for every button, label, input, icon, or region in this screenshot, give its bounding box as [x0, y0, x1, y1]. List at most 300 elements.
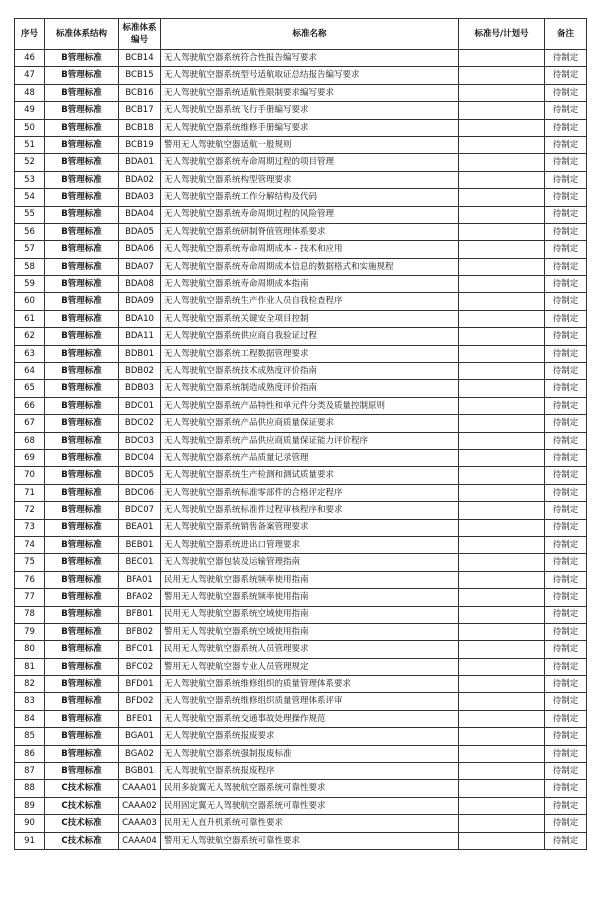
cell-seq: 47	[15, 67, 45, 84]
cell-seq: 73	[15, 519, 45, 536]
cell-name: 无人驾驶航空器系统产品供应商质量保证能力评价程序	[161, 432, 459, 449]
table-row	[15, 102, 587, 119]
cell-std-no	[459, 484, 545, 501]
header-seq: 序号	[15, 19, 45, 50]
cell-name: 无人驾驶航空器系统供应商自我验证过程	[161, 328, 459, 345]
cell-seq: 62	[15, 328, 45, 345]
cell-structure: B管理标准	[45, 223, 119, 240]
cell-code: BFB02	[119, 623, 161, 640]
cell-structure: B管理标准	[45, 693, 119, 710]
cell-structure: B管理标准	[45, 484, 119, 501]
cell-structure: B管理标准	[45, 502, 119, 519]
cell-structure: B管理标准	[45, 728, 119, 745]
cell-name: 无人驾驶航空器系统产品特性和单元件分类及质量控制原则	[161, 397, 459, 414]
cell-name: 无人驾驶航空器系统寿命周期过程的项目管理	[161, 154, 459, 171]
cell-code: BGA02	[119, 745, 161, 762]
cell-code: BFB01	[119, 606, 161, 623]
cell-remark: 待制定	[545, 467, 587, 484]
cell-std-no	[459, 119, 545, 136]
cell-remark: 待制定	[545, 258, 587, 275]
table-row	[15, 119, 587, 136]
cell-structure: B管理标准	[45, 136, 119, 153]
cell-std-no	[459, 363, 545, 380]
cell-remark: 待制定	[545, 710, 587, 727]
cell-code: BEA01	[119, 519, 161, 536]
cell-remark: 待制定	[545, 310, 587, 327]
cell-code: BDB03	[119, 380, 161, 397]
cell-code: BDA11	[119, 328, 161, 345]
cell-structure: B管理标准	[45, 84, 119, 101]
table-row	[15, 745, 587, 762]
cell-code: BDA10	[119, 310, 161, 327]
cell-seq: 80	[15, 641, 45, 658]
cell-remark: 待制定	[545, 102, 587, 119]
cell-seq: 90	[15, 815, 45, 832]
cell-std-no	[459, 693, 545, 710]
table-row	[15, 467, 587, 484]
cell-structure: B管理标准	[45, 363, 119, 380]
table-row	[15, 623, 587, 640]
cell-code: BDC04	[119, 449, 161, 466]
table-row	[15, 206, 587, 223]
cell-std-no	[459, 154, 545, 171]
cell-seq: 84	[15, 710, 45, 727]
cell-name: 无人驾驶航空器系统工程数据管理要求	[161, 345, 459, 362]
cell-seq: 49	[15, 102, 45, 119]
cell-remark: 待制定	[545, 136, 587, 153]
cell-remark: 待制定	[545, 293, 587, 310]
cell-structure: B管理标准	[45, 467, 119, 484]
cell-remark: 待制定	[545, 363, 587, 380]
cell-remark: 待制定	[545, 728, 587, 745]
table-row	[15, 815, 587, 832]
cell-remark: 待制定	[545, 171, 587, 188]
cell-remark: 待制定	[545, 641, 587, 658]
cell-std-no	[459, 380, 545, 397]
cell-structure: B管理标准	[45, 397, 119, 414]
cell-structure: B管理标准	[45, 102, 119, 119]
cell-structure: B管理标准	[45, 745, 119, 762]
cell-remark: 待制定	[545, 154, 587, 171]
cell-std-no	[459, 345, 545, 362]
cell-std-no	[459, 710, 545, 727]
cell-name: 无人驾驶航空器系统产品供应商质量保证要求	[161, 415, 459, 432]
table-row	[15, 797, 587, 814]
cell-code: CAAA04	[119, 832, 161, 849]
cell-remark: 待制定	[545, 432, 587, 449]
cell-name: 无人驾驶航空器系统技术成熟度评价指南	[161, 363, 459, 380]
cell-name: 无人驾驶航空器系统制造成熟度评价指南	[161, 380, 459, 397]
cell-seq: 78	[15, 606, 45, 623]
table-header-row	[15, 19, 587, 50]
cell-seq: 88	[15, 780, 45, 797]
cell-name: 无人驾驶航空器系统寿命周期成本指南	[161, 276, 459, 293]
table-row	[15, 67, 587, 84]
cell-name: 无人驾驶航空器系统生产检测和测试质量要求	[161, 467, 459, 484]
table-row	[15, 223, 587, 240]
cell-remark: 待制定	[545, 519, 587, 536]
cell-code: CAAA02	[119, 797, 161, 814]
cell-remark: 待制定	[545, 484, 587, 501]
cell-structure: B管理标准	[45, 606, 119, 623]
table-body	[15, 50, 587, 850]
cell-code: BCB18	[119, 119, 161, 136]
cell-structure: B管理标准	[45, 432, 119, 449]
cell-name: 警用无人驾驶航空器系统空域使用指南	[161, 623, 459, 640]
cell-structure: B管理标准	[45, 536, 119, 553]
cell-name: 民用固定翼无人驾驶航空器系统可靠性要求	[161, 797, 459, 814]
cell-std-no	[459, 554, 545, 571]
cell-remark: 待制定	[545, 415, 587, 432]
cell-remark: 待制定	[545, 276, 587, 293]
cell-structure: B管理标准	[45, 710, 119, 727]
cell-structure: B管理标准	[45, 554, 119, 571]
header-std-no: 标准号/计划号	[459, 19, 545, 50]
cell-name: 无人驾驶航空器系统维修手册编写要求	[161, 119, 459, 136]
cell-seq: 50	[15, 119, 45, 136]
cell-std-no	[459, 223, 545, 240]
table-row	[15, 345, 587, 362]
cell-remark: 待制定	[545, 223, 587, 240]
cell-remark: 待制定	[545, 797, 587, 814]
cell-code: BDB01	[119, 345, 161, 362]
cell-std-no	[459, 258, 545, 275]
header-code: 标准体系编号	[119, 19, 161, 50]
table-row	[15, 432, 587, 449]
cell-code: BFC02	[119, 658, 161, 675]
cell-seq: 63	[15, 345, 45, 362]
cell-structure: B管理标准	[45, 589, 119, 606]
cell-code: BDC06	[119, 484, 161, 501]
cell-name: 无人驾驶航空器系统型号适航取证总结报告编写要求	[161, 67, 459, 84]
cell-std-no	[459, 641, 545, 658]
cell-std-no	[459, 815, 545, 832]
cell-std-no	[459, 623, 545, 640]
table-row	[15, 449, 587, 466]
cell-structure: B管理标准	[45, 571, 119, 588]
table-row	[15, 276, 587, 293]
cell-remark: 待制定	[545, 606, 587, 623]
cell-name: 无人驾驶航空器系统符合性报告编写要求	[161, 50, 459, 67]
cell-structure: B管理标准	[45, 258, 119, 275]
cell-remark: 待制定	[545, 658, 587, 675]
table-row	[15, 589, 587, 606]
cell-structure: B管理标准	[45, 241, 119, 258]
table-row	[15, 780, 587, 797]
table-row	[15, 728, 587, 745]
cell-seq: 48	[15, 84, 45, 101]
cell-seq: 46	[15, 50, 45, 67]
header-remark: 备注	[545, 19, 587, 50]
cell-structure: C技术标准	[45, 815, 119, 832]
cell-std-no	[459, 658, 545, 675]
cell-structure: C技术标准	[45, 780, 119, 797]
cell-name: 无人驾驶航空器系统寿命周期成本信息的数据格式和实施规程	[161, 258, 459, 275]
cell-code: CAAA01	[119, 780, 161, 797]
cell-seq: 75	[15, 554, 45, 571]
table-row	[15, 536, 587, 553]
cell-seq: 51	[15, 136, 45, 153]
cell-remark: 待制定	[545, 589, 587, 606]
cell-name: 警用无人驾驶航空器系统可靠性要求	[161, 832, 459, 849]
cell-std-no	[459, 310, 545, 327]
cell-code: BGA01	[119, 728, 161, 745]
cell-remark: 待制定	[545, 536, 587, 553]
cell-code: BDA09	[119, 293, 161, 310]
cell-name: 无人驾驶航空器包装及运输管理指南	[161, 554, 459, 571]
table-row	[15, 241, 587, 258]
cell-structure: B管理标准	[45, 293, 119, 310]
cell-name: 无人驾驶航空器系统报废要求	[161, 728, 459, 745]
cell-seq: 57	[15, 241, 45, 258]
cell-remark: 待制定	[545, 328, 587, 345]
cell-seq: 70	[15, 467, 45, 484]
cell-name: 无人驾驶航空器系统标准零部件的合格评定程序	[161, 484, 459, 501]
cell-name: 民用无人驾驶航空器系统空域使用指南	[161, 606, 459, 623]
cell-remark: 待制定	[545, 780, 587, 797]
cell-code: BDC07	[119, 502, 161, 519]
cell-code: BDC01	[119, 397, 161, 414]
cell-code: BFE01	[119, 710, 161, 727]
cell-remark: 待制定	[545, 67, 587, 84]
cell-structure: B管理标准	[45, 328, 119, 345]
cell-seq: 56	[15, 223, 45, 240]
cell-code: BEC01	[119, 554, 161, 571]
cell-remark: 待制定	[545, 554, 587, 571]
cell-std-no	[459, 102, 545, 119]
cell-std-no	[459, 67, 545, 84]
cell-name: 无人驾驶航空器系统标准件过程审核程序和要求	[161, 502, 459, 519]
standards-table	[14, 18, 587, 850]
header-structure: 标准体系结构	[45, 19, 119, 50]
table-row	[15, 519, 587, 536]
cell-structure: B管理标准	[45, 763, 119, 780]
cell-name: 无人驾驶航空器系统销售备案管理要求	[161, 519, 459, 536]
cell-code: BDB02	[119, 363, 161, 380]
cell-std-no	[459, 241, 545, 258]
cell-remark: 待制定	[545, 571, 587, 588]
cell-structure: B管理标准	[45, 658, 119, 675]
cell-name: 无人驾驶航空器系统交通事故处理操作规范	[161, 710, 459, 727]
cell-name: 无人驾驶航空器系统进出口管理要求	[161, 536, 459, 553]
cell-remark: 待制定	[545, 345, 587, 362]
cell-remark: 待制定	[545, 397, 587, 414]
cell-structure: B管理标准	[45, 119, 119, 136]
cell-name: 无人驾驶航空器系统寿命周期过程的风险管理	[161, 206, 459, 223]
cell-seq: 58	[15, 258, 45, 275]
cell-std-no	[459, 171, 545, 188]
cell-remark: 待制定	[545, 693, 587, 710]
cell-seq: 81	[15, 658, 45, 675]
table-row	[15, 571, 587, 588]
cell-code: BFA01	[119, 571, 161, 588]
table-row	[15, 293, 587, 310]
cell-structure: C技术标准	[45, 832, 119, 849]
cell-name: 无人驾驶航空器系统工作分解结构及代码	[161, 189, 459, 206]
cell-std-no	[459, 763, 545, 780]
cell-structure: C技术标准	[45, 797, 119, 814]
cell-structure: B管理标准	[45, 154, 119, 171]
cell-structure: B管理标准	[45, 276, 119, 293]
cell-code: BCB16	[119, 84, 161, 101]
cell-code: BFD02	[119, 693, 161, 710]
cell-structure: B管理标准	[45, 171, 119, 188]
cell-remark: 待制定	[545, 763, 587, 780]
cell-remark: 待制定	[545, 206, 587, 223]
cell-remark: 待制定	[545, 241, 587, 258]
cell-code: BGB01	[119, 763, 161, 780]
cell-std-no	[459, 728, 545, 745]
cell-remark: 待制定	[545, 449, 587, 466]
cell-name: 民用无人驾驶航空器系统人员管理要求	[161, 641, 459, 658]
cell-code: BDA02	[119, 171, 161, 188]
cell-code: BDA08	[119, 276, 161, 293]
cell-code: BDC02	[119, 415, 161, 432]
table-row	[15, 693, 587, 710]
cell-seq: 82	[15, 676, 45, 693]
cell-code: BDA05	[119, 223, 161, 240]
table-row	[15, 171, 587, 188]
table-row	[15, 606, 587, 623]
cell-seq: 65	[15, 380, 45, 397]
cell-seq: 64	[15, 363, 45, 380]
cell-code: CAAA03	[119, 815, 161, 832]
cell-structure: B管理标准	[45, 623, 119, 640]
cell-std-no	[459, 415, 545, 432]
cell-code: BFD01	[119, 676, 161, 693]
cell-seq: 76	[15, 571, 45, 588]
cell-structure: B管理标准	[45, 449, 119, 466]
table-row	[15, 258, 587, 275]
cell-name: 无人驾驶航空器系统构型管理要求	[161, 171, 459, 188]
table-row	[15, 328, 587, 345]
cell-std-no	[459, 745, 545, 762]
cell-seq: 85	[15, 728, 45, 745]
table-row	[15, 397, 587, 414]
cell-std-no	[459, 293, 545, 310]
cell-seq: 72	[15, 502, 45, 519]
cell-code: BDA03	[119, 189, 161, 206]
cell-structure: B管理标准	[45, 380, 119, 397]
cell-seq: 52	[15, 154, 45, 171]
table-row	[15, 676, 587, 693]
cell-name: 无人驾驶航空器系统寿命周期成本 - 技术和应用	[161, 241, 459, 258]
cell-structure: B管理标准	[45, 310, 119, 327]
cell-seq: 68	[15, 432, 45, 449]
cell-seq: 86	[15, 745, 45, 762]
cell-structure: B管理标准	[45, 206, 119, 223]
cell-seq: 77	[15, 589, 45, 606]
cell-std-no	[459, 571, 545, 588]
cell-code: BFA02	[119, 589, 161, 606]
cell-seq: 55	[15, 206, 45, 223]
cell-seq: 53	[15, 171, 45, 188]
cell-seq: 61	[15, 310, 45, 327]
cell-code: BCB17	[119, 102, 161, 119]
cell-std-no	[459, 797, 545, 814]
table-row	[15, 136, 587, 153]
cell-name: 无人驾驶航空器系统报废程序	[161, 763, 459, 780]
cell-structure: B管理标准	[45, 519, 119, 536]
cell-std-no	[459, 84, 545, 101]
standards-table-sheet	[14, 18, 586, 850]
cell-std-no	[459, 50, 545, 67]
cell-code: BCB15	[119, 67, 161, 84]
cell-seq: 69	[15, 449, 45, 466]
cell-code: BFC01	[119, 641, 161, 658]
cell-std-no	[459, 432, 545, 449]
cell-seq: 89	[15, 797, 45, 814]
cell-seq: 79	[15, 623, 45, 640]
cell-code: BCB19	[119, 136, 161, 153]
cell-code: BDA06	[119, 241, 161, 258]
cell-structure: B管理标准	[45, 50, 119, 67]
cell-name: 无人驾驶航空器系统产品质量记录管理	[161, 449, 459, 466]
cell-std-no	[459, 676, 545, 693]
table-row	[15, 832, 587, 849]
cell-name: 无人驾驶航空器系统研制脊值管理体系要求	[161, 223, 459, 240]
cell-structure: B管理标准	[45, 641, 119, 658]
cell-name: 警用无人驾驶航空器适航一般规则	[161, 136, 459, 153]
cell-seq: 66	[15, 397, 45, 414]
cell-remark: 待制定	[545, 380, 587, 397]
cell-std-no	[459, 780, 545, 797]
cell-name: 无人驾驶航空器系统适航性限制要求编写要求	[161, 84, 459, 101]
table-row	[15, 763, 587, 780]
table-row	[15, 363, 587, 380]
cell-remark: 待制定	[545, 189, 587, 206]
cell-name: 民用无人直升机系统可靠性要求	[161, 815, 459, 832]
cell-structure: B管理标准	[45, 345, 119, 362]
cell-code: BDC03	[119, 432, 161, 449]
cell-remark: 待制定	[545, 50, 587, 67]
cell-std-no	[459, 536, 545, 553]
cell-remark: 待制定	[545, 815, 587, 832]
cell-name: 警用无人驾驶航空器系统频率使用指南	[161, 589, 459, 606]
cell-seq: 87	[15, 763, 45, 780]
table-row	[15, 710, 587, 727]
table-row	[15, 415, 587, 432]
cell-std-no	[459, 502, 545, 519]
cell-name: 民用多旋翼无人驾驶航空器系统可靠性要求	[161, 780, 459, 797]
cell-seq: 91	[15, 832, 45, 849]
cell-seq: 71	[15, 484, 45, 501]
table-row	[15, 380, 587, 397]
cell-name: 无人驾驶航空器系统维修组织的质量管理体系要求	[161, 676, 459, 693]
cell-code: BEB01	[119, 536, 161, 553]
cell-code: BDA07	[119, 258, 161, 275]
cell-std-no	[459, 589, 545, 606]
table-row	[15, 484, 587, 501]
cell-std-no	[459, 189, 545, 206]
cell-code: BDA01	[119, 154, 161, 171]
cell-name: 无人驾驶航空器系统维修组织质量管理体系评审	[161, 693, 459, 710]
cell-std-no	[459, 467, 545, 484]
table-row	[15, 189, 587, 206]
cell-std-no	[459, 449, 545, 466]
cell-seq: 54	[15, 189, 45, 206]
cell-name: 无人驾驶航空器系统生产作业人员自我检查程序	[161, 293, 459, 310]
cell-remark: 待制定	[545, 745, 587, 762]
table-row	[15, 50, 587, 67]
cell-structure: B管理标准	[45, 67, 119, 84]
cell-remark: 待制定	[545, 119, 587, 136]
cell-code: BCB14	[119, 50, 161, 67]
cell-seq: 60	[15, 293, 45, 310]
table-row	[15, 641, 587, 658]
table-row	[15, 502, 587, 519]
cell-std-no	[459, 206, 545, 223]
